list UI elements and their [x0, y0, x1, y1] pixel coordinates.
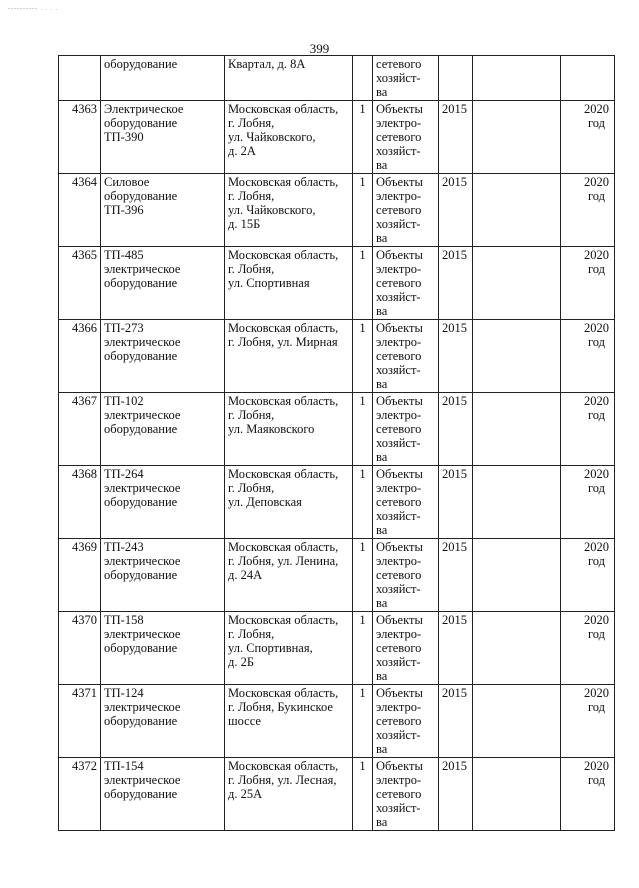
item-name-line: электрическое — [104, 554, 181, 568]
item-quantity: 1 — [353, 174, 373, 247]
item-quantity: 1 — [353, 758, 373, 831]
item-category-line: ва — [376, 742, 388, 756]
item-end-period — [561, 56, 615, 101]
item-name — [101, 612, 225, 685]
item-category-line: Объекты — [376, 540, 423, 554]
item-address — [225, 393, 353, 466]
item-end-period — [561, 393, 615, 466]
item-category-line: Объекты — [376, 175, 423, 189]
item-category-line: сетевого — [376, 349, 422, 363]
table-row — [59, 758, 615, 831]
item-quantity: 1 — [353, 466, 373, 539]
item-address-line: д. 2А — [228, 144, 256, 158]
item-name-line: электрическое — [104, 700, 181, 714]
item-name — [101, 56, 225, 101]
item-blank — [473, 685, 561, 758]
item-category-line: Объекты — [376, 686, 423, 700]
item-address-line: д. 24А — [228, 568, 263, 582]
item-blank — [473, 56, 561, 101]
item-year: 2015 — [439, 320, 473, 393]
item-end-period-line: 2020 — [584, 102, 609, 116]
item-name-line: оборудование — [104, 57, 178, 71]
item-name-line: Электрическое — [104, 102, 184, 116]
table-row — [59, 685, 615, 758]
item-name-line: ТП-273 — [104, 321, 144, 335]
item-category — [373, 247, 439, 320]
item-quantity: 1 — [353, 539, 373, 612]
item-category-line: хозяйст- — [376, 71, 421, 85]
item-name — [101, 393, 225, 466]
item-quantity — [353, 56, 373, 101]
item-category-line: электро- — [376, 481, 422, 495]
item-category-line: ва — [376, 231, 388, 245]
item-address — [225, 685, 353, 758]
item-year: 2015 — [439, 685, 473, 758]
item-category — [373, 174, 439, 247]
item-category-line: ва — [376, 523, 388, 537]
item-end-period-line: 2020 — [584, 467, 609, 481]
item-category-line: хозяйст- — [376, 436, 421, 450]
item-category-line: ва — [376, 377, 388, 391]
item-name-line: ТП-396 — [104, 203, 144, 217]
table-row — [59, 101, 615, 174]
item-year — [439, 56, 473, 101]
table-row — [59, 393, 615, 466]
item-name — [101, 758, 225, 831]
item-blank — [473, 612, 561, 685]
item-name — [101, 174, 225, 247]
item-address-line: ул. Спортивная, — [228, 641, 313, 655]
item-address-line: д. 15Б — [228, 217, 261, 231]
item-category-line: сетевого — [376, 568, 422, 582]
item-address — [225, 466, 353, 539]
item-name-line: ТП-485 — [104, 248, 144, 262]
table-row — [59, 612, 615, 685]
item-name-line: электрическое — [104, 773, 181, 787]
table-row — [59, 247, 615, 320]
item-address-line: г. Лобня, — [228, 189, 275, 203]
item-category-line: ва — [376, 669, 388, 683]
item-end-period-line: год — [587, 627, 606, 641]
item-address-line: г. Лобня, Букинское — [228, 700, 333, 714]
item-end-period-line: год — [587, 554, 606, 568]
item-category — [373, 320, 439, 393]
item-year: 2015 — [439, 247, 473, 320]
item-end-period-line: 2020 — [584, 321, 609, 335]
item-name — [101, 247, 225, 320]
item-end-period-line: год — [587, 335, 606, 349]
item-end-period-line: год — [587, 773, 606, 787]
item-address — [225, 758, 353, 831]
item-address-line: г. Лобня, ул. Лесная, — [228, 773, 337, 787]
item-address-line: г. Лобня, — [228, 481, 275, 495]
item-address — [225, 247, 353, 320]
row-number: 4365 — [59, 247, 101, 320]
item-category — [373, 466, 439, 539]
item-address-line: ул. Чайковского, — [228, 130, 316, 144]
item-category-line: электро- — [376, 700, 422, 714]
item-category — [373, 685, 439, 758]
item-address-line: Московская область, — [228, 102, 339, 116]
item-category-line: сетевого — [376, 422, 422, 436]
item-name-line: электрическое — [104, 481, 181, 495]
item-category-line: ва — [376, 304, 388, 318]
item-end-period — [561, 758, 615, 831]
item-address-line: Московская область, — [228, 394, 339, 408]
scan-mark: ---------- . . . . — [8, 6, 58, 12]
item-end-period-line: 2020 — [584, 175, 609, 189]
item-category-line: ва — [376, 85, 388, 99]
item-name-line: ТП-102 — [104, 394, 144, 408]
item-category-line: хозяйст- — [376, 217, 421, 231]
item-name-line: электрическое — [104, 627, 181, 641]
item-end-period-line: год — [587, 481, 606, 495]
item-category-line: электро- — [376, 189, 422, 203]
item-blank — [473, 320, 561, 393]
item-category-line: электро- — [376, 627, 422, 641]
item-category — [373, 101, 439, 174]
item-address-line: г. Лобня, — [228, 116, 275, 130]
item-address-line: г. Лобня, — [228, 408, 275, 422]
item-address-line: шоссе — [228, 714, 261, 728]
item-end-period — [561, 685, 615, 758]
item-category-line: Объекты — [376, 613, 423, 627]
table-row — [59, 466, 615, 539]
item-address-line: Московская область, — [228, 467, 339, 481]
row-number: 4370 — [59, 612, 101, 685]
item-quantity: 1 — [353, 685, 373, 758]
item-end-period — [561, 320, 615, 393]
item-blank — [473, 758, 561, 831]
item-category-line: электро- — [376, 262, 422, 276]
item-category-line: Объекты — [376, 759, 423, 773]
table-row — [59, 56, 615, 101]
item-name — [101, 685, 225, 758]
item-address-line: ул. Спортивная — [228, 276, 310, 290]
item-address — [225, 101, 353, 174]
item-category-line: сетевого — [376, 787, 422, 801]
item-end-period-line: год — [587, 262, 606, 276]
item-category-line: ва — [376, 596, 388, 610]
item-category-line: электро- — [376, 116, 422, 130]
item-category-line: хозяйст- — [376, 290, 421, 304]
item-name-line: ТП-158 — [104, 613, 144, 627]
item-address-line: Квартал, д. 8А — [228, 57, 306, 71]
item-end-period-line: 2020 — [584, 248, 609, 262]
item-end-period-line: 2020 — [584, 613, 609, 627]
item-category-line: сетевого — [376, 130, 422, 144]
item-name-line: оборудование — [104, 189, 178, 203]
table-row — [59, 320, 615, 393]
item-name — [101, 539, 225, 612]
item-category-line: сетевого — [376, 276, 422, 290]
item-category-line: хозяйст- — [376, 801, 421, 815]
item-quantity: 1 — [353, 393, 373, 466]
item-name-line: оборудование — [104, 568, 178, 582]
item-category-line: Объекты — [376, 321, 423, 335]
item-category — [373, 393, 439, 466]
item-name-line: оборудование — [104, 422, 178, 436]
table-row — [59, 539, 615, 612]
item-blank — [473, 101, 561, 174]
item-end-period-line: 2020 — [584, 686, 609, 700]
item-category-line: ва — [376, 815, 388, 829]
item-quantity: 1 — [353, 247, 373, 320]
item-year: 2015 — [439, 393, 473, 466]
item-category-line: электро- — [376, 408, 422, 422]
item-address-line: Московская область, — [228, 759, 339, 773]
item-blank — [473, 539, 561, 612]
row-number: 4371 — [59, 685, 101, 758]
item-name-line: Силовое — [104, 175, 150, 189]
item-address — [225, 56, 353, 101]
item-end-period — [561, 612, 615, 685]
item-blank — [473, 174, 561, 247]
item-category-line: электро- — [376, 773, 422, 787]
item-category-line: сетевого — [376, 714, 422, 728]
item-category-line: ва — [376, 158, 388, 172]
row-number: 4367 — [59, 393, 101, 466]
item-category-line: хозяйст- — [376, 728, 421, 742]
item-category-line: хозяйст- — [376, 144, 421, 158]
item-year: 2015 — [439, 101, 473, 174]
item-end-period — [561, 466, 615, 539]
item-category — [373, 539, 439, 612]
item-quantity: 1 — [353, 320, 373, 393]
row-number: 4363 — [59, 101, 101, 174]
item-address-line: г. Лобня, — [228, 262, 275, 276]
row-number: 4372 — [59, 758, 101, 831]
item-category-line: Объекты — [376, 102, 423, 116]
item-address-line: Московская область, — [228, 248, 339, 262]
item-category-line: Объекты — [376, 467, 423, 481]
item-name — [101, 320, 225, 393]
item-category-line: хозяйст- — [376, 509, 421, 523]
item-address-line: Московская область, — [228, 686, 339, 700]
item-address-line: д. 2Б — [228, 655, 255, 669]
item-end-period-line: год — [587, 408, 606, 422]
item-quantity: 1 — [353, 101, 373, 174]
item-name-line: оборудование — [104, 276, 178, 290]
item-blank — [473, 393, 561, 466]
item-category-line: Объекты — [376, 394, 423, 408]
item-address-line: Московская область, — [228, 613, 339, 627]
item-end-period-line: год — [587, 116, 606, 130]
item-name-line: оборудование — [104, 349, 178, 363]
item-name-line: электрическое — [104, 262, 181, 276]
item-category-line: Объекты — [376, 248, 423, 262]
item-address-line: г. Лобня, ул. Мирная — [228, 335, 338, 349]
item-category-line: электро- — [376, 554, 422, 568]
item-category-line: хозяйст- — [376, 363, 421, 377]
item-category-line: хозяйст- — [376, 655, 421, 669]
item-name-line: ТП-264 — [104, 467, 144, 481]
item-name-line: оборудование — [104, 495, 178, 509]
item-category-line: ва — [376, 450, 388, 464]
item-category-line: сетевого — [376, 57, 422, 71]
item-address-line: ул. Маяковского — [228, 422, 315, 436]
item-address — [225, 612, 353, 685]
item-name-line: оборудование — [104, 116, 178, 130]
row-number — [59, 56, 101, 101]
item-name-line: электрическое — [104, 335, 181, 349]
row-number: 4364 — [59, 174, 101, 247]
table-body — [59, 56, 615, 831]
item-category-line: хозяйст- — [376, 582, 421, 596]
item-address-line: д. 25А — [228, 787, 263, 801]
item-year: 2015 — [439, 174, 473, 247]
item-end-period-line: 2020 — [584, 540, 609, 554]
item-category — [373, 612, 439, 685]
item-name-line: оборудование — [104, 714, 178, 728]
item-name-line: оборудование — [104, 641, 178, 655]
item-address — [225, 539, 353, 612]
page-number: 399 — [309, 41, 330, 56]
property-table — [58, 55, 615, 831]
item-address-line: Московская область, — [228, 540, 339, 554]
item-address — [225, 320, 353, 393]
table-row — [59, 174, 615, 247]
item-end-period-line: 2020 — [584, 394, 609, 408]
item-year: 2015 — [439, 466, 473, 539]
item-end-period — [561, 539, 615, 612]
item-blank — [473, 247, 561, 320]
item-address-line: ул. Деповская — [228, 495, 302, 509]
item-blank — [473, 466, 561, 539]
item-name-line: электрическое — [104, 408, 181, 422]
item-name-line: ТП-124 — [104, 686, 144, 700]
item-category-line: электро- — [376, 335, 422, 349]
item-end-period-line: год — [587, 700, 606, 714]
item-end-period — [561, 247, 615, 320]
item-address-line: г. Лобня, — [228, 627, 275, 641]
item-category-line: сетевого — [376, 495, 422, 509]
item-quantity: 1 — [353, 612, 373, 685]
item-address-line: Московская область, — [228, 321, 339, 335]
item-address-line: ул. Чайковского, — [228, 203, 316, 217]
item-end-period — [561, 174, 615, 247]
item-category — [373, 56, 439, 101]
item-year: 2015 — [439, 539, 473, 612]
item-name-line: ТП-243 — [104, 540, 144, 554]
item-name-line: оборудование — [104, 787, 178, 801]
item-category-line: сетевого — [376, 203, 422, 217]
item-name — [101, 101, 225, 174]
item-address-line: Московская область, — [228, 175, 339, 189]
item-end-period-line: год — [587, 189, 606, 203]
item-category-line: сетевого — [376, 641, 422, 655]
item-year: 2015 — [439, 612, 473, 685]
item-address — [225, 174, 353, 247]
item-name-line: ТП-154 — [104, 759, 144, 773]
item-address-line: г. Лобня, ул. Ленина, — [228, 554, 339, 568]
row-number: 4368 — [59, 466, 101, 539]
item-year: 2015 — [439, 758, 473, 831]
row-number: 4369 — [59, 539, 101, 612]
row-number: 4366 — [59, 320, 101, 393]
item-name-line: ТП-390 — [104, 130, 144, 144]
item-end-period — [561, 101, 615, 174]
item-name — [101, 466, 225, 539]
item-category — [373, 758, 439, 831]
item-end-period-line: 2020 — [584, 759, 609, 773]
